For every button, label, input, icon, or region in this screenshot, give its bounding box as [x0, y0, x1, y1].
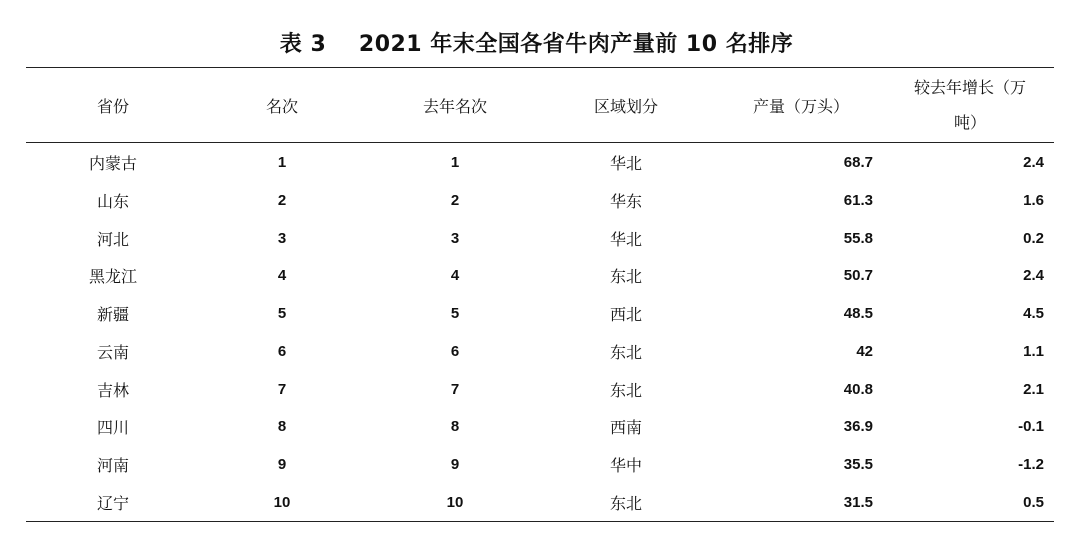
header-rank: 名次 [265, 96, 298, 116]
cell-region: 华东 [609, 192, 642, 212]
cell-rank: 5 [277, 305, 287, 323]
table-row [26, 219, 1054, 257]
cell-output: 42 [856, 342, 873, 360]
table-row [26, 483, 1054, 521]
header-growth-line1: 较去年增长（万 [913, 78, 1026, 97]
table-row [26, 144, 1054, 182]
header-growth [886, 68, 1054, 142]
header-growth-line2: 吨） [953, 113, 986, 132]
cell-rank: 1 [277, 154, 287, 172]
bottom-rule [26, 521, 1054, 522]
cell-output: 35.5 [843, 455, 873, 473]
cell-last-rank: 1 [450, 154, 460, 172]
cell-growth: 0.2 [1023, 229, 1044, 247]
cell-region: 华北 [609, 229, 642, 249]
cell-rank: 10 [273, 493, 291, 511]
header-province: 省份 [96, 96, 129, 116]
cell-region: 西南 [609, 418, 642, 438]
cell-region: 东北 [609, 493, 642, 513]
cell-last-rank: 10 [446, 493, 464, 511]
cell-province: 辽宁 [96, 493, 129, 513]
table-row [26, 370, 1054, 408]
cell-province: 云南 [96, 342, 129, 362]
cell-rank: 8 [277, 418, 287, 436]
cell-rank: 6 [277, 342, 287, 360]
cell-output: 50.7 [843, 267, 873, 285]
cell-last-rank: 6 [450, 342, 460, 360]
cell-last-rank: 2 [450, 192, 460, 210]
cell-rank: 9 [277, 455, 287, 473]
cell-last-rank: 8 [450, 418, 460, 436]
cell-growth: 0.5 [1023, 493, 1044, 511]
cell-output: 36.9 [843, 418, 873, 436]
cell-output: 40.8 [843, 380, 873, 398]
cell-region: 华北 [609, 154, 642, 174]
cell-growth: 2.4 [1023, 154, 1044, 172]
cell-output: 68.7 [843, 154, 873, 172]
cell-growth: -1.2 [1018, 455, 1044, 473]
cell-growth: 1.6 [1023, 192, 1044, 210]
header-rule [26, 142, 1054, 143]
cell-region: 东北 [609, 380, 642, 400]
table-row [26, 182, 1054, 220]
cell-rank: 2 [277, 192, 287, 210]
table-row [26, 295, 1054, 333]
cell-last-rank: 7 [450, 380, 460, 398]
cell-province: 河南 [96, 455, 129, 475]
cell-growth: 4.5 [1023, 305, 1044, 323]
cell-last-rank: 4 [450, 267, 460, 285]
cell-province: 山东 [96, 192, 129, 212]
cell-province: 吉林 [96, 380, 129, 400]
table-header [26, 68, 1054, 142]
cell-last-rank: 9 [450, 455, 460, 473]
table-row [26, 408, 1054, 446]
cell-growth: 2.1 [1023, 380, 1044, 398]
cell-output: 61.3 [843, 192, 873, 210]
table-row [26, 333, 1054, 371]
cell-region: 东北 [609, 267, 642, 287]
cell-province: 新疆 [96, 305, 129, 325]
cell-last-rank: 3 [450, 229, 460, 247]
cell-province: 内蒙古 [88, 154, 137, 174]
cell-rank: 7 [277, 380, 287, 398]
cell-last-rank: 5 [450, 305, 460, 323]
cell-province: 四川 [96, 418, 129, 438]
cell-growth: 2.4 [1023, 267, 1044, 285]
cell-growth: -0.1 [1018, 418, 1044, 436]
cell-rank: 4 [277, 267, 287, 285]
table-row [26, 257, 1054, 295]
table-title: 表 3 2021 年末全国各省牛肉产量前 10 名排序 [279, 32, 794, 57]
cell-region: 东北 [609, 342, 642, 362]
header-output: 产量（万头） [752, 96, 849, 116]
cell-growth: 1.1 [1023, 342, 1044, 360]
cell-region: 西北 [609, 305, 642, 325]
cell-rank: 3 [277, 229, 287, 247]
cell-region: 华中 [609, 455, 642, 475]
cell-output: 55.8 [843, 229, 873, 247]
cell-output: 48.5 [843, 305, 873, 323]
header-region: 区域划分 [593, 96, 658, 116]
table-row [26, 446, 1054, 484]
header-last-rank: 去年名次 [422, 96, 487, 116]
cell-output: 31.5 [843, 493, 873, 511]
cell-province: 黑龙江 [88, 267, 137, 287]
cell-province: 河北 [96, 229, 129, 249]
